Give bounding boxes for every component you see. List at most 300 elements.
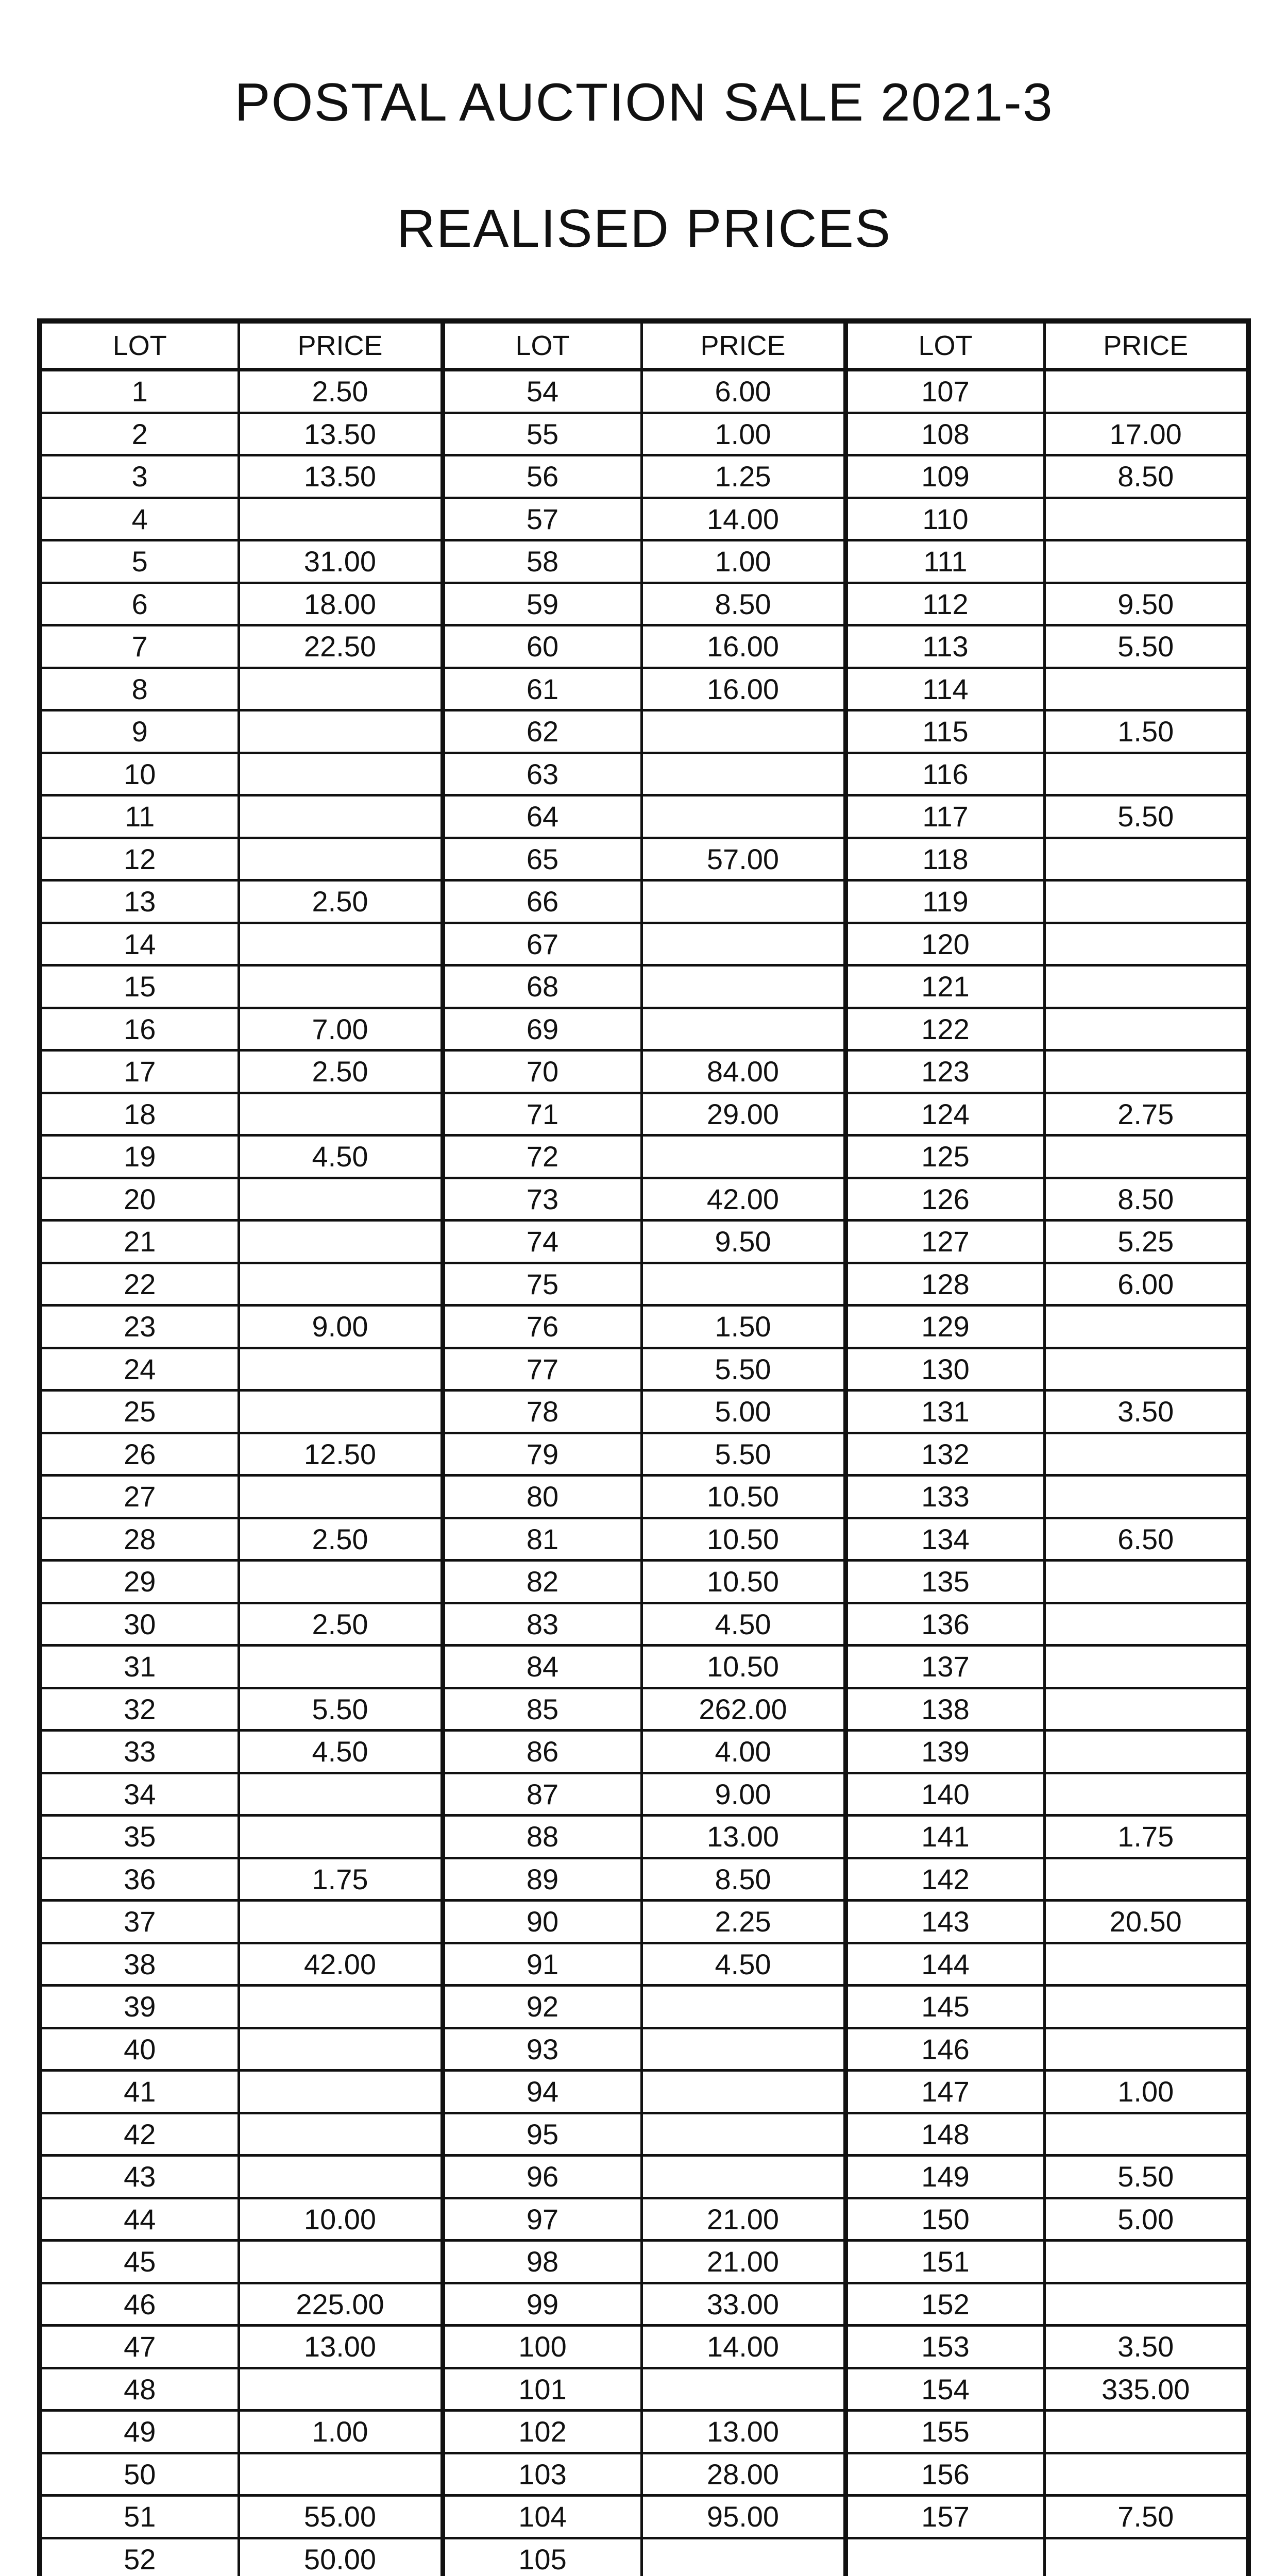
price-cell bbox=[239, 1178, 443, 1221]
lot-cell: 68 bbox=[443, 965, 641, 1008]
lot-cell: 94 bbox=[443, 2071, 641, 2113]
lot-cell: 54 bbox=[443, 370, 641, 413]
lot-cell: 89 bbox=[443, 1858, 641, 1901]
table-row bbox=[40, 838, 1248, 880]
lot-cell: 25 bbox=[40, 1391, 239, 1433]
column-header-price: PRICE bbox=[239, 321, 443, 370]
price-cell bbox=[1044, 1646, 1248, 1688]
table-row bbox=[40, 2113, 1248, 2156]
lot-cell: 61 bbox=[443, 668, 641, 710]
table-row bbox=[40, 1093, 1248, 1136]
lot-cell: 59 bbox=[443, 583, 641, 625]
lot-cell: 129 bbox=[845, 1306, 1044, 1348]
lot-cell: 70 bbox=[443, 1050, 641, 1093]
price-cell bbox=[239, 753, 443, 795]
lot-cell: 18 bbox=[40, 1093, 239, 1136]
table-row bbox=[40, 1858, 1248, 1901]
price-cell: 5.50 bbox=[641, 1348, 845, 1391]
price-cell bbox=[1044, 965, 1248, 1008]
price-cell bbox=[239, 2028, 443, 2071]
lot-cell: 2 bbox=[40, 413, 239, 455]
table-row bbox=[40, 2283, 1248, 2326]
lot-cell: 34 bbox=[40, 1773, 239, 1816]
lot-cell: 67 bbox=[443, 923, 641, 965]
price-cell: 16.00 bbox=[641, 625, 845, 668]
price-cell: 13.50 bbox=[239, 455, 443, 498]
price-cell bbox=[239, 838, 443, 880]
price-cell bbox=[239, 1986, 443, 2028]
lot-cell: 87 bbox=[443, 1773, 641, 1816]
lot-cell: 92 bbox=[443, 1986, 641, 2028]
lot-cell: 115 bbox=[845, 710, 1044, 753]
lot-cell bbox=[845, 2538, 1044, 2576]
price-cell bbox=[1044, 370, 1248, 413]
column-header-price: PRICE bbox=[1044, 321, 1248, 370]
price-cell: 6.50 bbox=[1044, 1518, 1248, 1561]
table-row bbox=[40, 498, 1248, 540]
lot-cell: 133 bbox=[845, 1476, 1044, 1518]
lot-cell: 49 bbox=[40, 2411, 239, 2453]
price-cell: 13.00 bbox=[641, 1816, 845, 1858]
price-cell bbox=[1044, 1050, 1248, 1093]
price-cell: 1.00 bbox=[239, 2411, 443, 2453]
lot-cell: 60 bbox=[443, 625, 641, 668]
lot-cell: 76 bbox=[443, 1306, 641, 1348]
lot-cell: 69 bbox=[443, 1008, 641, 1050]
price-cell bbox=[1044, 1306, 1248, 1348]
lot-cell: 8 bbox=[40, 668, 239, 710]
lot-cell: 145 bbox=[845, 1986, 1044, 2028]
table-row bbox=[40, 1476, 1248, 1518]
price-cell: 1.50 bbox=[1044, 710, 1248, 753]
lot-cell: 78 bbox=[443, 1391, 641, 1433]
table-row bbox=[40, 1391, 1248, 1433]
price-cell bbox=[1044, 1008, 1248, 1050]
lot-cell: 143 bbox=[845, 1901, 1044, 1943]
lot-cell: 122 bbox=[845, 1008, 1044, 1050]
lot-cell: 74 bbox=[443, 1221, 641, 1263]
price-cell bbox=[239, 965, 443, 1008]
lot-cell: 102 bbox=[443, 2411, 641, 2453]
price-cell: 6.00 bbox=[641, 370, 845, 413]
price-cell: 8.50 bbox=[1044, 455, 1248, 498]
document-title: POSTAL AUCTION SALE 2021-3 bbox=[234, 73, 1054, 132]
price-cell: 10.50 bbox=[641, 1646, 845, 1688]
price-cell: 12.50 bbox=[239, 1433, 443, 1476]
price-cell: 5.50 bbox=[239, 1688, 443, 1731]
lot-cell: 22 bbox=[40, 1263, 239, 1306]
price-cell: 2.50 bbox=[239, 370, 443, 413]
lot-cell: 55 bbox=[443, 413, 641, 455]
price-cell bbox=[641, 795, 845, 838]
price-cell: 5.50 bbox=[641, 1433, 845, 1476]
lot-cell: 66 bbox=[443, 880, 641, 923]
table-row bbox=[40, 1943, 1248, 1986]
lot-cell: 116 bbox=[845, 753, 1044, 795]
price-cell: 20.50 bbox=[1044, 1901, 1248, 1943]
lot-cell: 24 bbox=[40, 1348, 239, 1391]
lot-cell: 83 bbox=[443, 1603, 641, 1646]
price-cell: 22.50 bbox=[239, 625, 443, 668]
lot-cell: 36 bbox=[40, 1858, 239, 1901]
lot-cell: 88 bbox=[443, 1816, 641, 1858]
lot-cell: 40 bbox=[40, 2028, 239, 2071]
lot-cell: 30 bbox=[40, 1603, 239, 1646]
table-row bbox=[40, 1816, 1248, 1858]
lot-cell: 45 bbox=[40, 2241, 239, 2283]
price-cell bbox=[641, 2113, 845, 2156]
price-cell: 5.50 bbox=[1044, 625, 1248, 668]
price-cell bbox=[1044, 1603, 1248, 1646]
price-cell bbox=[239, 1476, 443, 1518]
lot-cell: 113 bbox=[845, 625, 1044, 668]
price-cell: 95.00 bbox=[641, 2496, 845, 2538]
lot-cell: 135 bbox=[845, 1561, 1044, 1603]
price-cell bbox=[1044, 2028, 1248, 2071]
table-row bbox=[40, 1561, 1248, 1603]
price-cell: 16.00 bbox=[641, 668, 845, 710]
table-row bbox=[40, 540, 1248, 583]
price-cell: 7.50 bbox=[1044, 2496, 1248, 2538]
price-cell bbox=[1044, 880, 1248, 923]
price-cell: 42.00 bbox=[239, 1943, 443, 1986]
price-cell: 9.00 bbox=[239, 1306, 443, 1348]
price-cell: 17.00 bbox=[1044, 413, 1248, 455]
table-row bbox=[40, 1263, 1248, 1306]
price-cell bbox=[239, 1901, 443, 1943]
price-cell bbox=[1044, 1348, 1248, 1391]
price-cell: 1.75 bbox=[239, 1858, 443, 1901]
price-cell bbox=[1044, 1433, 1248, 1476]
lot-cell: 131 bbox=[845, 1391, 1044, 1433]
price-cell: 4.50 bbox=[641, 1943, 845, 1986]
lot-cell: 91 bbox=[443, 1943, 641, 1986]
lot-cell: 37 bbox=[40, 1901, 239, 1943]
price-cell: 8.50 bbox=[1044, 1178, 1248, 1221]
lot-cell: 4 bbox=[40, 498, 239, 540]
lot-cell: 44 bbox=[40, 2198, 239, 2241]
price-cell bbox=[1044, 1136, 1248, 1178]
price-cell: 8.50 bbox=[641, 583, 845, 625]
lot-cell: 132 bbox=[845, 1433, 1044, 1476]
table-row bbox=[40, 2198, 1248, 2241]
price-cell: 1.25 bbox=[641, 455, 845, 498]
lot-cell: 82 bbox=[443, 1561, 641, 1603]
lot-cell: 125 bbox=[845, 1136, 1044, 1178]
lot-cell: 104 bbox=[443, 2496, 641, 2538]
price-cell: 14.00 bbox=[641, 498, 845, 540]
price-cell bbox=[1044, 2411, 1248, 2453]
lot-cell: 10 bbox=[40, 753, 239, 795]
price-cell: 1.75 bbox=[1044, 1816, 1248, 1858]
lot-cell: 23 bbox=[40, 1306, 239, 1348]
lot-cell: 107 bbox=[845, 370, 1044, 413]
price-cell bbox=[239, 1561, 443, 1603]
price-cell bbox=[1044, 1858, 1248, 1901]
price-cell bbox=[239, 1348, 443, 1391]
table-row bbox=[40, 413, 1248, 455]
price-cell bbox=[641, 965, 845, 1008]
table-header bbox=[40, 321, 1248, 370]
table-row bbox=[40, 1433, 1248, 1476]
lot-cell: 156 bbox=[845, 2453, 1044, 2496]
lot-cell: 93 bbox=[443, 2028, 641, 2071]
lot-cell: 28 bbox=[40, 1518, 239, 1561]
lot-cell: 96 bbox=[443, 2156, 641, 2198]
price-cell bbox=[1044, 1773, 1248, 1816]
lot-cell: 118 bbox=[845, 838, 1044, 880]
price-cell: 2.50 bbox=[239, 1603, 443, 1646]
lot-cell: 150 bbox=[845, 2198, 1044, 2241]
lot-cell: 52 bbox=[40, 2538, 239, 2576]
lot-cell: 148 bbox=[845, 2113, 1044, 2156]
table-row bbox=[40, 1178, 1248, 1221]
price-cell bbox=[641, 2156, 845, 2198]
price-cell: 5.00 bbox=[1044, 2198, 1248, 2241]
price-cell: 21.00 bbox=[641, 2198, 845, 2241]
price-cell: 2.50 bbox=[239, 880, 443, 923]
table-row bbox=[40, 668, 1248, 710]
price-cell bbox=[1044, 1731, 1248, 1773]
price-cell: 1.50 bbox=[641, 1306, 845, 1348]
lot-cell: 157 bbox=[845, 2496, 1044, 2538]
price-cell: 10.50 bbox=[641, 1476, 845, 1518]
table-row bbox=[40, 1136, 1248, 1178]
price-cell bbox=[239, 1816, 443, 1858]
lot-cell: 48 bbox=[40, 2368, 239, 2411]
lot-cell: 27 bbox=[40, 1476, 239, 1518]
price-cell bbox=[1044, 2241, 1248, 2283]
lot-cell: 146 bbox=[845, 2028, 1044, 2071]
price-cell: 29.00 bbox=[641, 1093, 845, 1136]
lot-cell: 128 bbox=[845, 1263, 1044, 1306]
lot-cell: 80 bbox=[443, 1476, 641, 1518]
price-cell bbox=[641, 2538, 845, 2576]
lot-cell: 154 bbox=[845, 2368, 1044, 2411]
lot-cell: 7 bbox=[40, 625, 239, 668]
lot-cell: 149 bbox=[845, 2156, 1044, 2198]
price-cell: 13.50 bbox=[239, 413, 443, 455]
price-cell bbox=[1044, 838, 1248, 880]
price-cell: 31.00 bbox=[239, 540, 443, 583]
table-row bbox=[40, 2326, 1248, 2368]
price-cell bbox=[1044, 2538, 1248, 2576]
table-row bbox=[40, 625, 1248, 668]
table-row bbox=[40, 2071, 1248, 2113]
lot-cell: 20 bbox=[40, 1178, 239, 1221]
lot-cell: 98 bbox=[443, 2241, 641, 2283]
lot-cell: 105 bbox=[443, 2538, 641, 2576]
table-row bbox=[40, 1221, 1248, 1263]
table-row bbox=[40, 1050, 1248, 1093]
price-cell bbox=[239, 923, 443, 965]
price-cell: 28.00 bbox=[641, 2453, 845, 2496]
table-row bbox=[40, 1603, 1248, 1646]
lot-cell: 62 bbox=[443, 710, 641, 753]
lot-cell: 26 bbox=[40, 1433, 239, 1476]
header-row bbox=[40, 321, 1248, 370]
price-cell bbox=[239, 2241, 443, 2283]
table-row bbox=[40, 2156, 1248, 2198]
lot-cell: 73 bbox=[443, 1178, 641, 1221]
price-cell: 335.00 bbox=[1044, 2368, 1248, 2411]
table-row bbox=[40, 1348, 1248, 1391]
lot-cell: 21 bbox=[40, 1221, 239, 1263]
table-row bbox=[40, 583, 1248, 625]
column-header-lot: LOT bbox=[443, 321, 641, 370]
lot-cell: 126 bbox=[845, 1178, 1044, 1221]
price-cell: 5.50 bbox=[1044, 2156, 1248, 2198]
lot-cell: 29 bbox=[40, 1561, 239, 1603]
price-cell bbox=[239, 1646, 443, 1688]
price-cell: 2.50 bbox=[239, 1050, 443, 1093]
price-cell: 84.00 bbox=[641, 1050, 845, 1093]
lot-cell: 51 bbox=[40, 2496, 239, 2538]
lot-cell: 109 bbox=[845, 455, 1044, 498]
table-row bbox=[40, 880, 1248, 923]
lot-cell: 103 bbox=[443, 2453, 641, 2496]
table-row bbox=[40, 2453, 1248, 2496]
price-cell bbox=[641, 1008, 845, 1050]
lot-cell: 112 bbox=[845, 583, 1044, 625]
lot-cell: 1 bbox=[40, 370, 239, 413]
lot-cell: 85 bbox=[443, 1688, 641, 1731]
price-cell bbox=[239, 1773, 443, 1816]
lot-cell: 111 bbox=[845, 540, 1044, 583]
lot-cell: 38 bbox=[40, 1943, 239, 1986]
price-cell bbox=[1044, 1561, 1248, 1603]
lot-cell: 32 bbox=[40, 1688, 239, 1731]
lot-cell: 50 bbox=[40, 2453, 239, 2496]
lot-cell: 138 bbox=[845, 1688, 1044, 1731]
price-cell: 13.00 bbox=[641, 2411, 845, 2453]
lot-cell: 14 bbox=[40, 923, 239, 965]
price-cell bbox=[641, 2028, 845, 2071]
price-cell bbox=[1044, 498, 1248, 540]
price-cell bbox=[239, 2156, 443, 2198]
lot-cell: 72 bbox=[443, 1136, 641, 1178]
lot-cell: 9 bbox=[40, 710, 239, 753]
lot-cell: 119 bbox=[845, 880, 1044, 923]
price-cell: 4.50 bbox=[239, 1731, 443, 1773]
lot-cell: 58 bbox=[443, 540, 641, 583]
lot-cell: 75 bbox=[443, 1263, 641, 1306]
table-row bbox=[40, 1731, 1248, 1773]
price-cell bbox=[1044, 540, 1248, 583]
lot-cell: 153 bbox=[845, 2326, 1044, 2368]
lot-cell: 56 bbox=[443, 455, 641, 498]
price-cell: 4.00 bbox=[641, 1731, 845, 1773]
price-cell: 55.00 bbox=[239, 2496, 443, 2538]
lot-cell: 43 bbox=[40, 2156, 239, 2198]
lot-cell: 19 bbox=[40, 1136, 239, 1178]
lot-cell: 57 bbox=[443, 498, 641, 540]
price-cell bbox=[1044, 753, 1248, 795]
lot-cell: 90 bbox=[443, 1901, 641, 1943]
price-cell bbox=[239, 795, 443, 838]
price-cell bbox=[641, 753, 845, 795]
lot-cell: 139 bbox=[845, 1731, 1044, 1773]
price-cell: 5.00 bbox=[641, 1391, 845, 1433]
table-row bbox=[40, 1901, 1248, 1943]
lot-cell: 110 bbox=[845, 498, 1044, 540]
lot-cell: 39 bbox=[40, 1986, 239, 2028]
price-cell bbox=[1044, 1476, 1248, 1518]
table-row bbox=[40, 1518, 1248, 1561]
table-body bbox=[40, 370, 1248, 2576]
price-cell bbox=[1044, 668, 1248, 710]
table-row bbox=[40, 1773, 1248, 1816]
price-cell: 10.50 bbox=[641, 1518, 845, 1561]
lot-cell: 5 bbox=[40, 540, 239, 583]
price-cell bbox=[239, 1093, 443, 1136]
table-row bbox=[40, 923, 1248, 965]
lot-cell: 6 bbox=[40, 583, 239, 625]
price-cell bbox=[641, 880, 845, 923]
price-cell: 4.50 bbox=[641, 1603, 845, 1646]
column-header-lot: LOT bbox=[845, 321, 1044, 370]
price-cell bbox=[239, 1391, 443, 1433]
table-row bbox=[40, 455, 1248, 498]
price-cell bbox=[1044, 2453, 1248, 2496]
lot-cell: 127 bbox=[845, 1221, 1044, 1263]
document-subtitle: REALISED PRICES bbox=[396, 199, 892, 259]
table-row bbox=[40, 2538, 1248, 2576]
price-cell bbox=[641, 2368, 845, 2411]
table-row bbox=[40, 2496, 1248, 2538]
lot-cell: 81 bbox=[443, 1518, 641, 1561]
lot-cell: 17 bbox=[40, 1050, 239, 1093]
realised-prices-table bbox=[37, 318, 1251, 2576]
column-header-price: PRICE bbox=[641, 321, 845, 370]
lot-cell: 97 bbox=[443, 2198, 641, 2241]
price-cell: 2.75 bbox=[1044, 1093, 1248, 1136]
lot-cell: 41 bbox=[40, 2071, 239, 2113]
lot-cell: 95 bbox=[443, 2113, 641, 2156]
price-cell: 9.50 bbox=[1044, 583, 1248, 625]
column-header-lot: LOT bbox=[40, 321, 239, 370]
price-cell: 18.00 bbox=[239, 583, 443, 625]
lot-cell: 108 bbox=[845, 413, 1044, 455]
price-cell bbox=[1044, 2113, 1248, 2156]
price-cell bbox=[239, 2453, 443, 2496]
table-row bbox=[40, 1008, 1248, 1050]
price-cell bbox=[641, 1263, 845, 1306]
lot-cell: 15 bbox=[40, 965, 239, 1008]
price-cell bbox=[641, 2071, 845, 2113]
lot-cell: 142 bbox=[845, 1858, 1044, 1901]
lot-cell: 130 bbox=[845, 1348, 1044, 1391]
price-cell: 262.00 bbox=[641, 1688, 845, 1731]
price-cell: 3.50 bbox=[1044, 2326, 1248, 2368]
lot-cell: 86 bbox=[443, 1731, 641, 1773]
price-cell: 9.00 bbox=[641, 1773, 845, 1816]
lot-cell: 137 bbox=[845, 1646, 1044, 1688]
table-row bbox=[40, 965, 1248, 1008]
price-cell: 50.00 bbox=[239, 2538, 443, 2576]
price-cell: 9.50 bbox=[641, 1221, 845, 1263]
price-cell bbox=[641, 923, 845, 965]
price-cell bbox=[641, 1986, 845, 2028]
lot-cell: 151 bbox=[845, 2241, 1044, 2283]
price-cell bbox=[239, 710, 443, 753]
price-cell: 1.00 bbox=[641, 413, 845, 455]
lot-cell: 121 bbox=[845, 965, 1044, 1008]
price-cell bbox=[239, 1263, 443, 1306]
price-cell: 5.25 bbox=[1044, 1221, 1248, 1263]
table-row bbox=[40, 710, 1248, 753]
lot-cell: 11 bbox=[40, 795, 239, 838]
